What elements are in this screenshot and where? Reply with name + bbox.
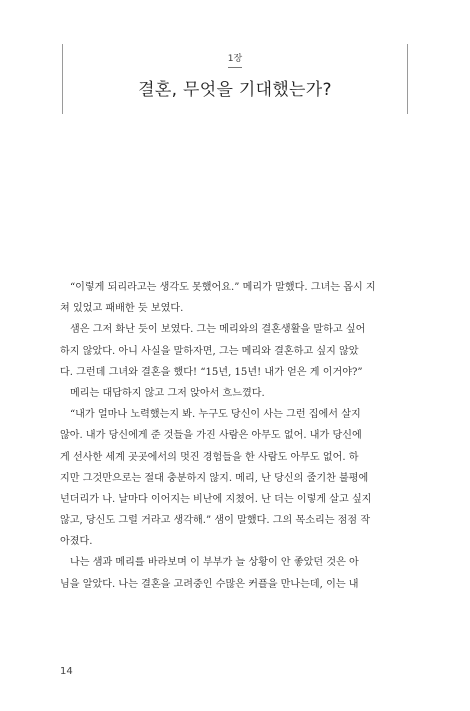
- text-line: 하지 않았다. 아니 사실을 말하자면, 그는 메리와 결혼하고 싶지 않았: [60, 345, 359, 357]
- text-line: 게 선사한 세계 곳곳에서의 멋진 경험들을 한 사람도 아무도 없어. 하: [60, 451, 359, 463]
- text-line: 지만 그것만으로는 절대 충분하지 않지. 메리, 난 당신의 줄기찬 불평에: [60, 472, 369, 484]
- text-line: 않아. 내가 당신에게 준 것들을 가진 사람은 아무도 없어. 내가 당신에: [60, 430, 362, 442]
- text-line: 다. 그런데 그녀와 결혼을 했다! “15년, 15년! 내가 얻은 게 이거야?”: [60, 366, 363, 378]
- text-line: “내가 얼마나 노력했는지 봐. 누구도 당신이 사는 그런 집에서 살지: [70, 409, 361, 421]
- chapter-header: [62, 44, 408, 114]
- text-line: 넌더리가 나. 날마다 이어지는 비난에 지쳤어. 난 더는 이렇게 살고 싶지: [60, 493, 372, 505]
- body-text: [60, 277, 405, 642]
- text-line: 아졌다.: [60, 536, 93, 548]
- text-line: 님을 알았다. 나는 결혼을 고려중인 수많은 커플을 만나는데, 이는 내: [60, 578, 359, 590]
- text-line: 않고, 당신도 그럴 거라고 생각해.” 샘이 말했다. 그의 목소리는 점점 작: [60, 515, 371, 527]
- text-line: 메리는 대답하지 않고 그저 앉아서 흐느꼈다.: [70, 387, 265, 399]
- chapter-title: 결혼, 무엇을 기대했는가?: [138, 80, 332, 100]
- text-line: 쳐 있었고 패배한 듯 보였다.: [60, 303, 184, 315]
- text-line: 샘은 그저 화난 듯이 보였다. 그는 메리와의 결혼생활을 말하고 싶어: [70, 324, 366, 336]
- text-line: 나는 샘과 메리를 바라보며 이 부부가 늘 상황이 안 좋았던 것은 아: [70, 557, 359, 569]
- page-number: 14: [60, 666, 73, 677]
- text-line: “이렇게 되리라고는 생각도 못했어요.” 메리가 말했다. 그녀는 몹시 지: [70, 282, 376, 293]
- chapter-divider: [228, 67, 242, 68]
- chapter-number: 1장: [227, 54, 243, 64]
